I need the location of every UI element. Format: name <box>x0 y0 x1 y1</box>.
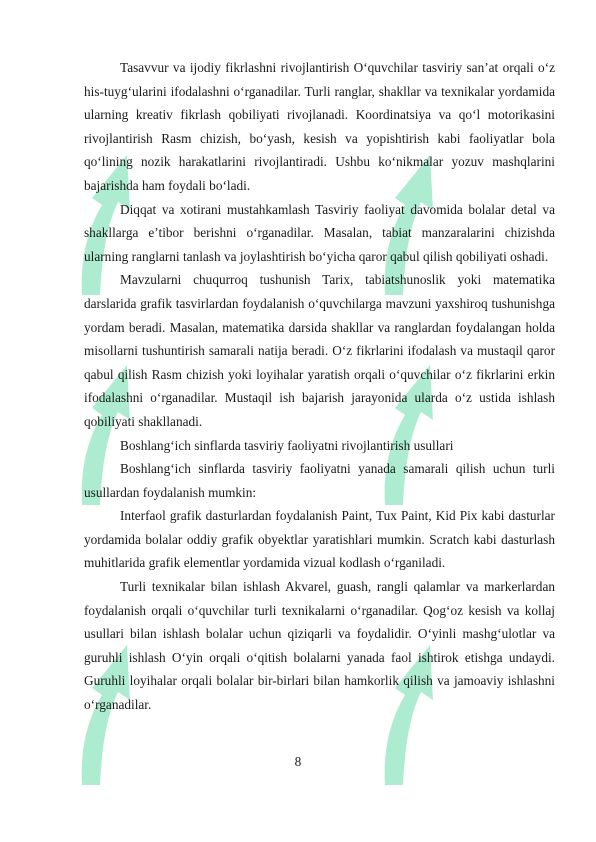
paragraph: Boshlang‘ich sinflarda tasviriy faoliyatni yanada samarali qilish uchun turli usullardan foydalanish mumkin: <box>84 461 555 500</box>
section-heading: Boshlang‘ich sinflarda tasviriy faoliyatni rivojlantirish usullari <box>120 437 454 453</box>
page-number: 8 <box>294 754 302 769</box>
paragraph: Turli texnikalar bilan ishlash Akvarel, guash, rangli qalamlar va markerlardan foydalanish orqali o‘quvchilar turli texnikalarni o‘rganadilar. Qog‘oz kesish va kollaj usullari bilan ishlash bolalar uchun qiziqarli va foydalidir. O‘yinli mashg‘ulotlar va guruhli ishlash O‘yin orqali o‘qitish bolalarni yanada faol ishtirok etishga undaydi. Guruhli loyihalar orqali bolalar bir-birlari bilan hamkorlik qilish va jamoaviy ishlashni o‘rganadilar. <box>84 579 555 713</box>
paragraph: Tasavvur va ijodiy fikrlashni rivojlantirish O‘quvchilar tasviriy san’at orqali o‘z his-tuyg‘ularini ifodalashni o‘rganadilar. Turli ranglar, shakllar va texnikalar yordamida ularning kreativ fikrlash qobiliyati rivojlanadi. Koordinatsiya va qo‘l motorikasini rivojlantirish Rasm chizish, bo‘yash, kesish va yopishtirish kabi faoliyatlar bola qo‘lining nozik harakatlarini rivojlantiradi. Ushbu ko‘nikmalar yozuv mashqlarini bajarishda ham foydali bo‘ladi. <box>84 60 555 193</box>
paragraph: Interfaol grafik dasturlardan foydalanish Paint, Tux Paint, Kid Pix kabi dasturlar yordamida bolalar oddiy grafik obyektlar yaratishlari mumkin. Scratch kabi dasturlash muhitlarida grafik elementlar yordamida vizual kodlash o‘rganiladi. <box>84 508 555 571</box>
document-body <box>84 56 555 717</box>
paragraph: Diqqat va xotirani mustahkamlash Tasviriy faoliyat davomida bolalar detal va shakllarga e’tibor berishni o‘rganadilar. Masalan, tabiat manzaralarini chizishda ularning ranglarni tanlash va joylashtirish bo‘yicha qaror qabul qilish qobiliyati oshadi. <box>84 201 555 264</box>
paragraph: Mavzularni chuqurroq tushunish Tarix, tabiatshunoslik yoki matematika darslarida grafik tasvirlardan foydalanish o‘quvchilarga mavzuni yaxshiroq tushunishga yordam beradi. Masalan, matematika darsida shakllar va ranglardan foydalangan holda misollarni tushuntirish samarali natija beradi. O‘z fikrlarini ifodalash va mustaqil qaror qabul qilish Rasm chizish yoki loyihalar yaratish orqali o‘quvchilar o‘z fikrlarini erkin ifodalashni o‘rganadilar. Mustaqil ish bajarish jarayonida ularda o‘z ustida ishlash qobiliyati shakllanadi. <box>84 272 555 429</box>
